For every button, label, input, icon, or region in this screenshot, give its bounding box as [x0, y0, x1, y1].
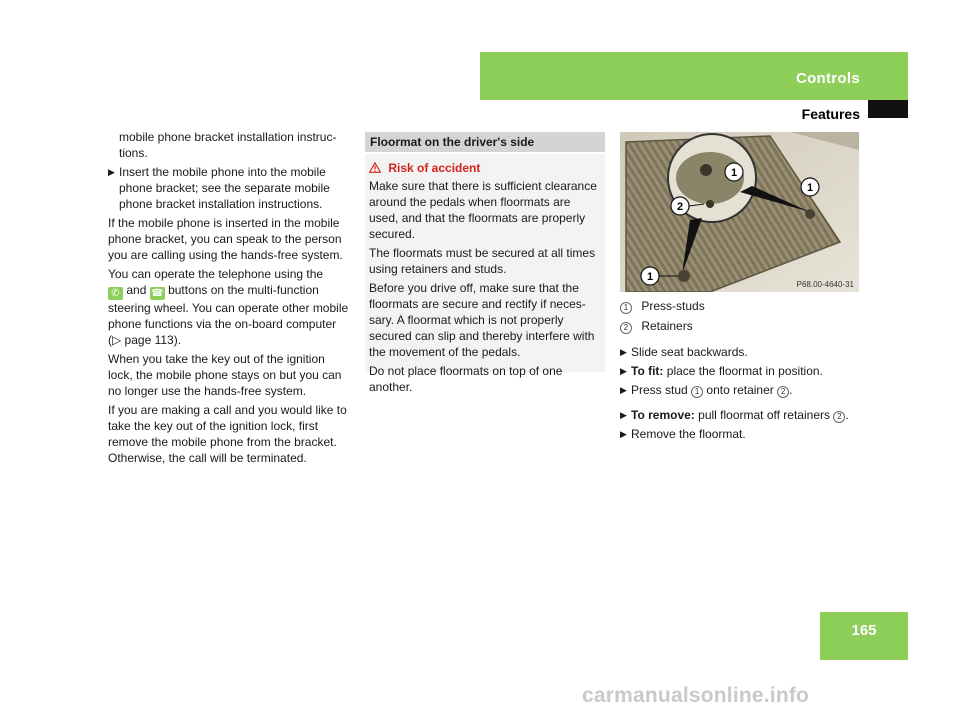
- paragraph-text: You can operate the telephone using the: [108, 267, 324, 281]
- punctuation: .: [845, 408, 849, 422]
- legend-text: Retainers: [641, 319, 693, 333]
- legend-number: 1: [620, 302, 632, 314]
- legend-number: 2: [620, 322, 632, 334]
- punctuation: .: [789, 383, 793, 397]
- warning-paragraph: Do not place floormats on top of one another.: [369, 364, 563, 394]
- instruction-step: [620, 407, 870, 423]
- warning-paragraph: Make sure that there is sufficient clearance around the pedals when floormats are used, and that the floormats are properly secured.: [369, 179, 597, 241]
- instruction-step: [108, 164, 350, 212]
- chapter-title: Controls: [795, 70, 860, 87]
- page-number: 165: [851, 622, 877, 639]
- svg-text:1: 1: [646, 271, 654, 283]
- paragraph: If the mobile phone is inserted in the mobile phone bracket, you can speak to the person you are calling using the hands-free system.: [108, 216, 343, 262]
- instruction-step: [620, 382, 870, 398]
- inline-number: 2: [777, 386, 789, 398]
- legend-item: [620, 298, 870, 314]
- right-column: [620, 298, 870, 445]
- section-marker: [868, 100, 908, 118]
- arrow-icon: ▶: [108, 167, 115, 177]
- instruction-step: [620, 426, 870, 442]
- callout-4: [801, 178, 819, 196]
- svg-text:1: 1: [806, 182, 814, 194]
- warning-triangle-icon: [369, 162, 381, 173]
- paragraph: mobile phone bracket installation instruc- tions.: [119, 130, 337, 160]
- footer-watermark: carmanualsonline.info: [582, 684, 810, 707]
- arrow-icon: ▶: [620, 366, 627, 376]
- box-header: [365, 132, 605, 152]
- figure-code: P68.00-4640-31: [796, 280, 854, 289]
- step-label: To remove:: [631, 408, 695, 422]
- warning-paragraph: The floormats must be secured at all times using retainers and studs.: [369, 246, 596, 276]
- paragraph: When you take the key out of the ignition lock, the mobile phone stays on but you can no longer use the hands-free system.: [108, 352, 342, 398]
- paragraph: [108, 266, 350, 348]
- instruction-step: [620, 363, 870, 379]
- step-text: Remove the floormat.: [631, 427, 746, 441]
- callout-1: [725, 163, 743, 181]
- svg-text:2: 2: [676, 201, 684, 213]
- inline-number: 1: [691, 386, 703, 398]
- arrow-icon: ▶: [620, 429, 627, 439]
- arrow-icon: ▶: [620, 410, 627, 420]
- left-column: [108, 129, 350, 469]
- step-text: Slide seat backwards.: [631, 345, 748, 359]
- step-text: Insert the mobile phone into the mobile phone bracket; see the separate mobile phone bracket installation instructions.: [119, 165, 330, 211]
- section-title: Features: [801, 106, 860, 122]
- warning-title: Risk of accident: [388, 161, 481, 175]
- page-reference[interactable]: (▷ page 113).: [108, 333, 182, 347]
- instruction-step: [620, 344, 870, 360]
- paragraph-text: and: [126, 283, 147, 297]
- step-text: onto retainer: [706, 383, 774, 397]
- arrow-icon: ▶: [620, 385, 627, 395]
- phone-end-icon: ☎: [150, 288, 164, 299]
- legend-item: [620, 318, 870, 334]
- warning-box-content: [369, 160, 601, 398]
- svg-text:1: 1: [730, 167, 738, 179]
- warning-heading: [369, 160, 601, 176]
- step-label: To fit:: [631, 364, 664, 378]
- box-title: Floormat on the driver's side: [370, 135, 535, 149]
- warning-paragraph: Before you drive off, make sure that the floormats are secure and rectify if neces- sary. A floormat which is not properly secured can slip and thereby interfere with the movement of the pedals.: [369, 281, 595, 359]
- legend-text: Press-studs: [641, 299, 705, 313]
- paragraph-text: buttons on the multi-function steering wheel. You can operate other mobile phone functions via the on-board computer: [108, 283, 349, 331]
- phone-accept-icon: ✆: [108, 287, 123, 300]
- floormat-photo: [620, 132, 859, 292]
- page-number-box: [820, 612, 908, 660]
- step-text: place the floormat in position.: [666, 364, 823, 378]
- step-text: Press stud: [631, 383, 688, 397]
- arrow-icon: ▶: [620, 347, 627, 357]
- paragraph: If you are making a call and you would like to take the key out of the ignition lock, first remove the mobile phone from the bracket. Otherwise, the call will be terminated.: [108, 403, 347, 465]
- step-text: pull floormat off retainers: [698, 408, 830, 422]
- inline-number: 2: [833, 411, 845, 423]
- chapter-tab: [480, 52, 908, 100]
